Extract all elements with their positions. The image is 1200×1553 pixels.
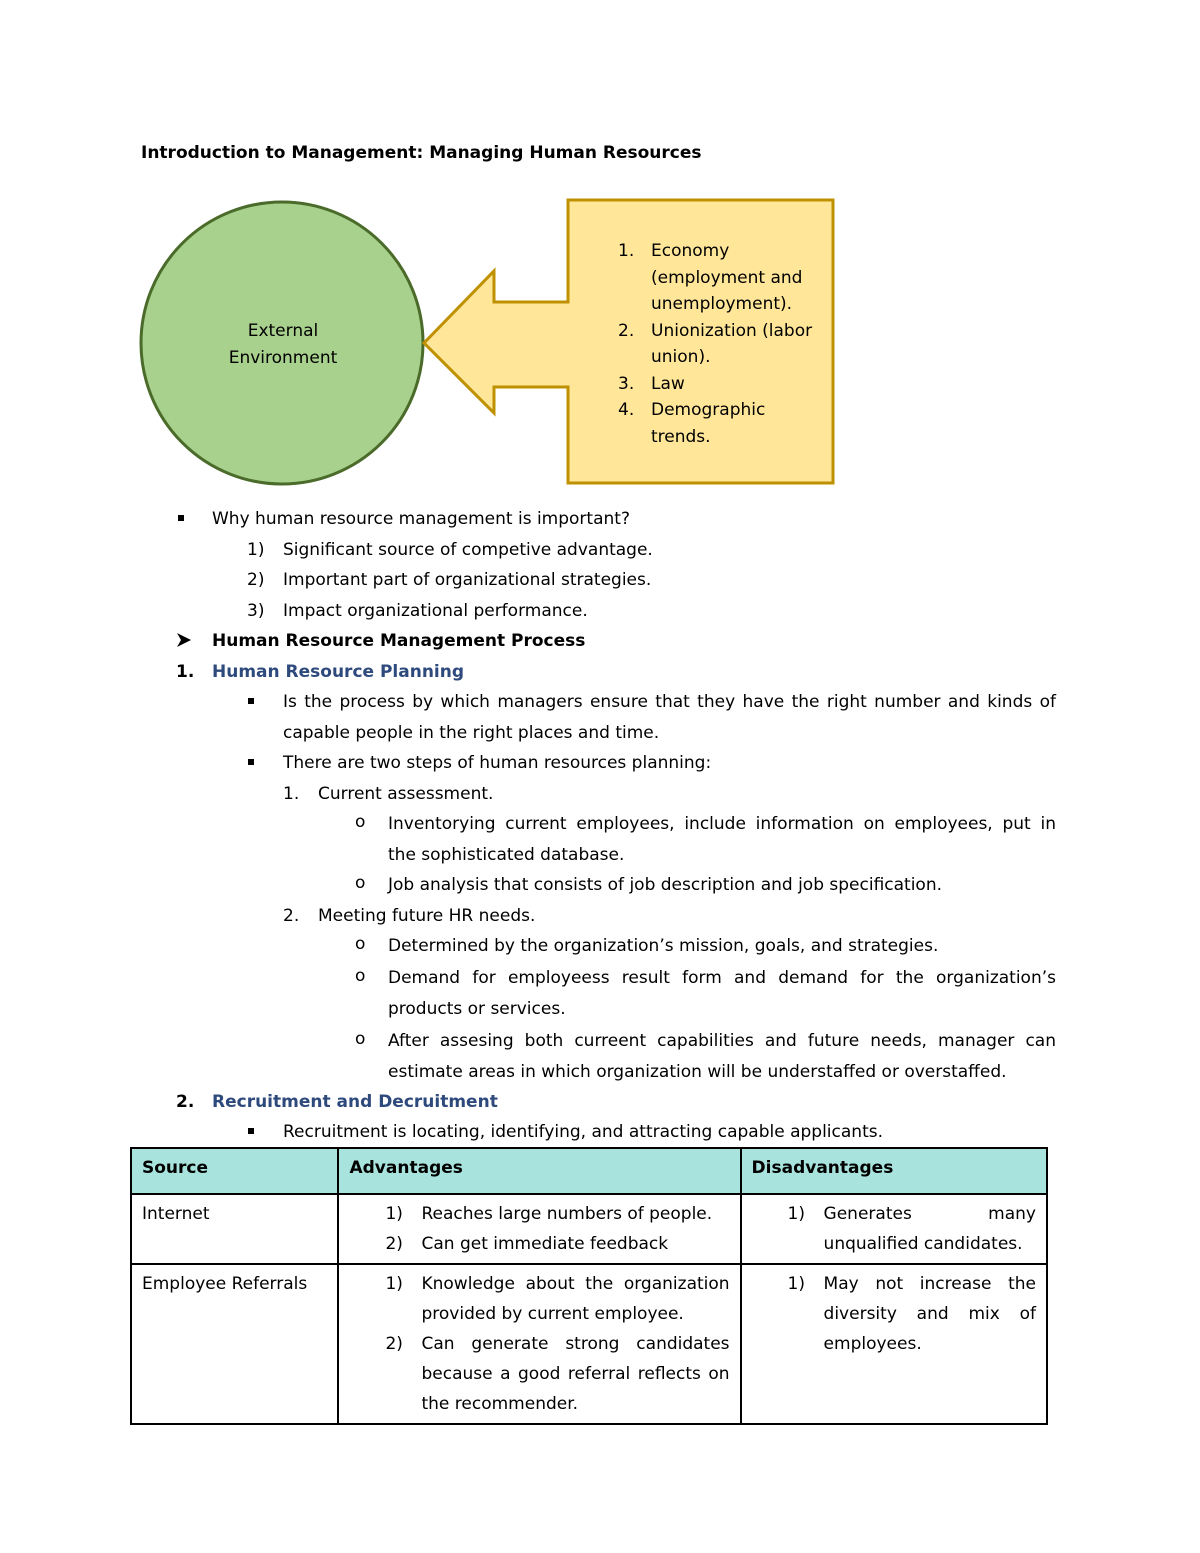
- factor-text: Demographic trends.: [651, 400, 766, 447]
- item-text: Can get immediate feedback: [421, 1234, 669, 1254]
- item-text: Knowledge about the organization provided by current employee.: [421, 1274, 730, 1324]
- advantages-list: [349, 1199, 729, 1259]
- why-item-text: Impact organizational performance.: [283, 601, 588, 621]
- factor-text: Law: [651, 373, 685, 394]
- circle-label-line1: External: [247, 321, 319, 341]
- arrowhead-bullet-icon: [176, 632, 192, 648]
- item-number: 2): [385, 1334, 403, 1354]
- list-item: [349, 1199, 729, 1229]
- circle-bullet-icon: o: [355, 812, 366, 832]
- steps-intro: There are two steps of human resources planning:: [283, 753, 712, 773]
- why-question: Why human resource management is important?: [212, 509, 630, 529]
- item-number: 2): [385, 1234, 403, 1254]
- list-item: [349, 1329, 729, 1419]
- factor-number: 2.: [618, 320, 635, 341]
- circle-bullet-icon: o: [355, 966, 366, 986]
- item-number: 1): [787, 1204, 805, 1224]
- table-row: [131, 1264, 1047, 1424]
- step1-sub1-line2: the sophisticated database.: [388, 845, 625, 865]
- step-number: 1.: [283, 784, 300, 804]
- step2-sub2-line2: products or services.: [388, 999, 566, 1019]
- step-label: Meeting future HR needs.: [318, 906, 536, 926]
- why-item-number: 3): [247, 601, 265, 621]
- disadvantages-list: [752, 1269, 1036, 1359]
- recruitment-sources-table: [130, 1147, 1048, 1425]
- advantages-cell: [338, 1194, 740, 1264]
- source-cell: Employee Referrals: [131, 1264, 338, 1424]
- recruitment-definition: Recruitment is locating, identifying, and attracting capable applicants.: [283, 1122, 883, 1142]
- item-number: 1): [385, 1204, 403, 1224]
- why-item-number: 1): [247, 540, 265, 560]
- square-bullet-icon: [248, 698, 254, 704]
- circle-label-line2: Environment: [228, 348, 338, 368]
- item-text: Generates many unqualified candidates.: [823, 1204, 1036, 1254]
- item-number: 1): [787, 1274, 805, 1294]
- external-environment-diagram: [0, 0, 1200, 500]
- item-text: Can generate strong candidates because a good referral reflects on the recommender.: [421, 1334, 730, 1414]
- source-cell: Internet: [131, 1194, 338, 1264]
- square-bullet-icon: [248, 759, 254, 765]
- step-label: Current assessment.: [318, 784, 494, 804]
- item-text: Reaches large numbers of people.: [421, 1204, 713, 1224]
- disadvantages-cell: [741, 1194, 1047, 1264]
- section-number: 2.: [176, 1092, 195, 1112]
- table-row: [131, 1194, 1047, 1264]
- why-item-number: 2): [247, 570, 265, 590]
- circle-label: [183, 318, 383, 372]
- advantages-list: [349, 1269, 729, 1419]
- planning-definition-line2: capable people in the right places and time.: [283, 723, 660, 743]
- factor-number: 1.: [618, 241, 635, 261]
- list-item: [349, 1229, 729, 1259]
- factor-item: [618, 397, 828, 450]
- factor-number: 4.: [618, 400, 635, 420]
- step2-sub1: Determined by the organization’s mission, goals, and strategies.: [388, 936, 939, 956]
- list-item: [752, 1199, 1036, 1259]
- advantages-cell: [338, 1264, 740, 1424]
- column-header-disadvantages: Disadvantages: [741, 1148, 1047, 1194]
- process-heading: Human Resource Management Process: [212, 631, 586, 651]
- disadvantages-cell: [741, 1264, 1047, 1424]
- recruitment-heading: Recruitment and Decruitment: [212, 1092, 498, 1112]
- square-bullet-icon: [248, 1128, 254, 1134]
- factor-text: Economy (employment and unemployment).: [651, 241, 803, 314]
- item-number: 1): [385, 1274, 403, 1294]
- circle-bullet-icon: o: [355, 873, 366, 893]
- column-header-advantages: Advantages: [338, 1148, 740, 1194]
- step2-sub2-line1: Demand for employeess result form and demand for the organization’s: [388, 968, 1056, 988]
- why-item-text: Important part of organizational strategies.: [283, 570, 652, 590]
- disadvantages-list: [752, 1199, 1036, 1259]
- planning-heading: Human Resource Planning: [212, 662, 465, 682]
- step1-sub1-line1: Inventorying current employees, include information on employees, put in: [388, 814, 1056, 834]
- factors-list: [618, 238, 828, 450]
- table-header-row: [131, 1148, 1047, 1194]
- circle-bullet-icon: o: [355, 934, 366, 954]
- step1-sub2: Job analysis that consists of job description and job specification.: [388, 875, 943, 895]
- item-text: May not increase the diversity and mix of employees.: [823, 1274, 1036, 1354]
- step-number: 2.: [283, 906, 300, 926]
- circle-bullet-icon: o: [355, 1029, 366, 1049]
- factor-item: [618, 318, 828, 371]
- section-number: 1.: [176, 662, 195, 682]
- column-header-source: Source: [131, 1148, 338, 1194]
- page-title: Introduction to Management: Managing Human Resources: [141, 143, 702, 163]
- why-item-text: Significant source of competive advantage.: [283, 540, 653, 560]
- planning-definition-line1: Is the process by which managers ensure that they have the right number and kinds of: [283, 692, 1056, 712]
- square-bullet-icon: [178, 515, 184, 521]
- step2-sub3-line2: estimate areas in which organization will be understaffed or overstaffed.: [388, 1062, 1007, 1082]
- list-item: [752, 1269, 1036, 1359]
- factor-number: 3.: [618, 373, 635, 394]
- factor-item: [618, 371, 828, 398]
- step2-sub3-line1: After assesing both curreent capabilities and future needs, manager can: [388, 1031, 1056, 1051]
- factor-item: [618, 238, 828, 318]
- factor-text: Unionization (labor union).: [651, 320, 813, 367]
- list-item: [349, 1269, 729, 1329]
